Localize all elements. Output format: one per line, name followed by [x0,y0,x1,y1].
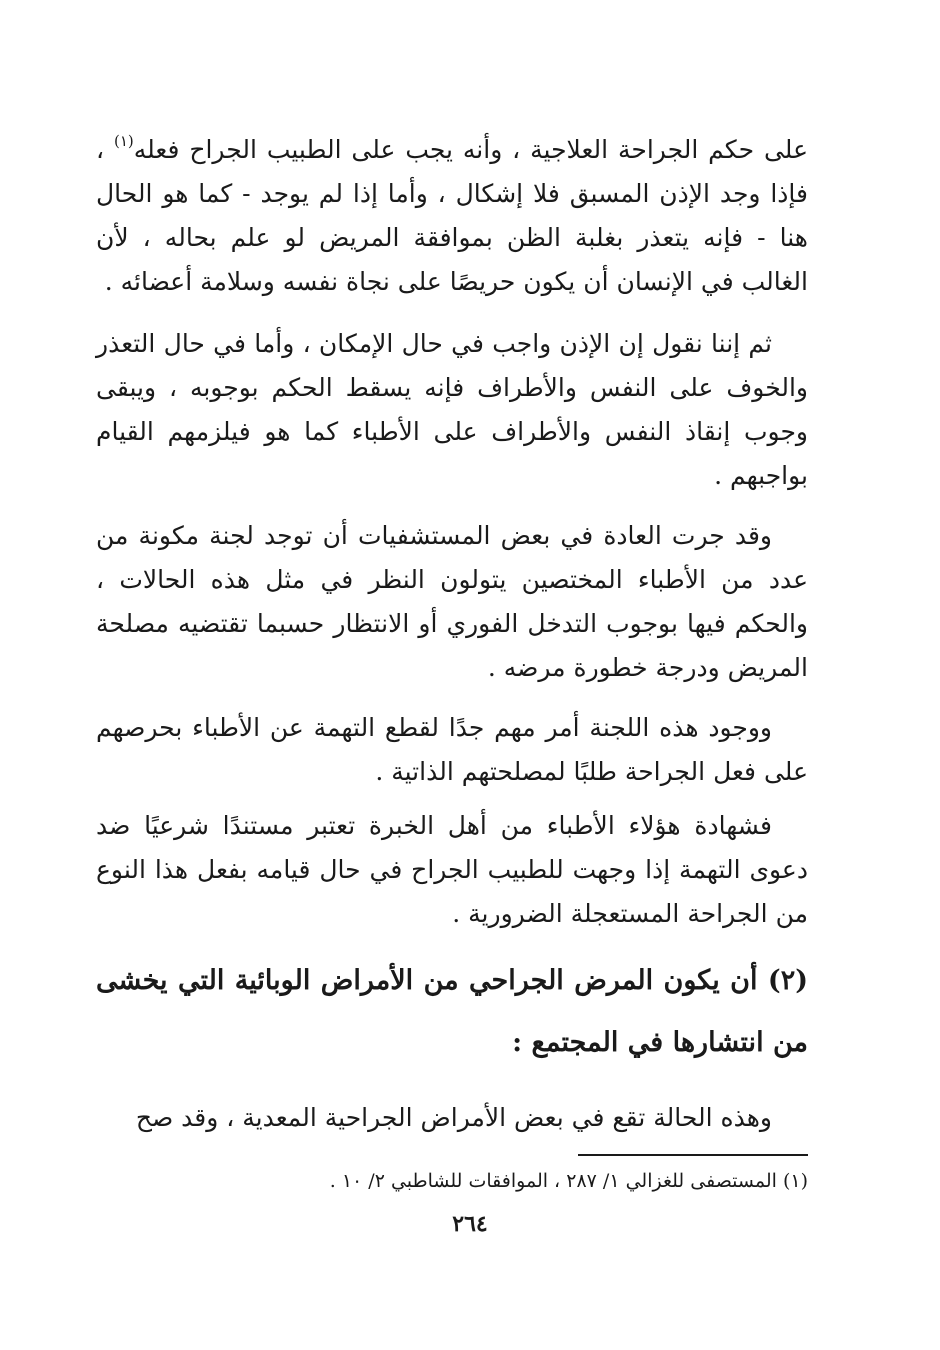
paragraph-hospital-committee: وقد جرت العادة في بعض المستشفيات أن توجد لجنة مكونة من عدد من الأطباء المختصين يتولون النظر في مثل هذه الحالات ، والحكم فيها بوجوب التدخل الفوري أو الانتظار حسبما تقتضيه مصلحة المريض ودرجة خطورة مرضه . [96,521,808,682]
page-number: ٢٦٤ [452,1211,488,1237]
paragraph-infectious-diseases: وهذه الحالة تقع في بعض الأمراض الجراحية المعدية ، وقد صح [135,1103,772,1132]
paragraph-text-part: على حكم الجراحة العلاجية ، وأنه يجب على الطبيب الجراح فعله [133,135,808,164]
paragraph-text-part: ، فإذا وجد الإذن المسبق فلا إشكال ، وأما إذا لم يوجد - كما هو الحال هنا - فإنه يتعذر بغلبة الظن بموافقة المريض لو علم بحاله ، لأن الغالب في الإنسان أن يكون حريصًا على نجاة نفسه وسلامة أعضائه . [96,135,808,296]
footnote-divider [578,1154,808,1156]
footnote: (١) المستصفى للغزالي ١/ ٢٨٧ ، الموافقات للشاطبي ٢/ ١٠ . [329,1170,808,1192]
section-heading: (٢) أن يكون المرض الجراحي من الأمراض الوبائية التي يخشى من انتشارها في المجتمع : [96,965,808,1058]
paragraph-committee-importance: ووجود هذه اللجنة أمر مهم جدًا لقطع التهمة عن الأطباء بحرصهم على فعل الجراحة طلبًا لمصلحتهم الذاتية . [96,713,808,786]
paragraph-expert-testimony: فشهادة هؤلاء الأطباء من أهل الخبرة تعتبر مستندًا شرعيًا ضد دعوى التهمة إذا وجهت للطبيب الجراح في حال قيامه بفعل هذا النوع من الجراحة المستعجلة الضرورية . [96,811,808,928]
footnote-reference: (١) [113,132,134,150]
paragraph-surgical-consent [96,128,808,304]
paragraph-consent-obligation: ثم إننا نقول إن الإذن واجب في حال الإمكان ، وأما في حال التعذر والخوف على النفس والأطراف فإنه يسقط الحكم بوجوبه ، ويبقى وجوب إنقاذ النفس والأطراف على الأطباء كما هو فيلزمهم القيام بواجبهم . [96,329,808,490]
